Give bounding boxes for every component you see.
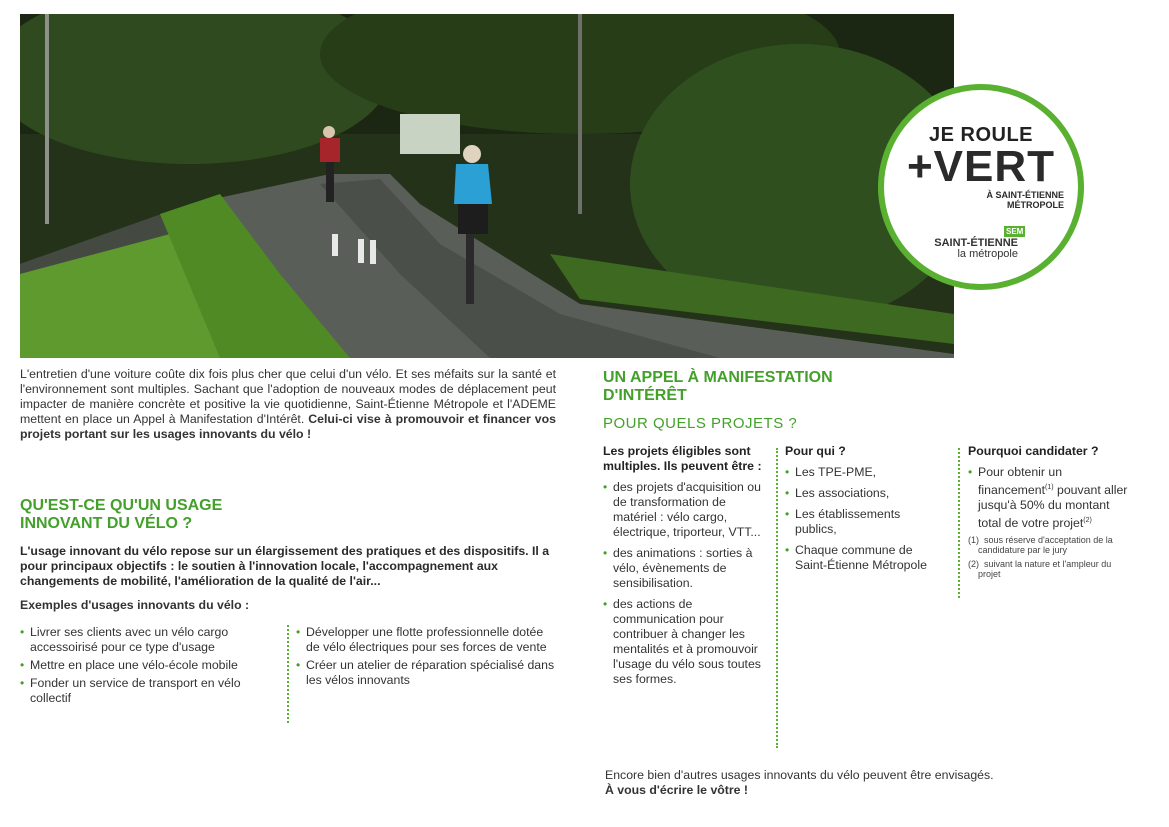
appel-subtitle: POUR QUELS PROJETS ? (603, 415, 798, 432)
footnote-ref-1: (1) (1045, 484, 1054, 491)
pour-qui-column (785, 444, 935, 576)
badge-line1: JE ROULE (928, 124, 1034, 146)
footnote-1-mark: (1) (968, 535, 979, 546)
intro-text: L'entretien d'une voiture coûte dix fois plus cher que celui d'un vélo. Et ses méfaits sur la santé et l'environnement sont multiples. Sachant que l'adoption de nouveaux modes de déplacement peut impacter de manière concrète et positive la vie quotidienne, Saint-Étienne Métropole et l'ADEME mettent en place un Appel à Manifestation d'Intérêt. (20, 367, 556, 426)
pourquoi-list (968, 465, 1133, 531)
appel-title-line1: UN APPEL À MANIFESTATION (603, 369, 833, 386)
examples-divider (287, 625, 289, 723)
examples-left-column (20, 625, 280, 709)
footnote-ref-2: (2) (1083, 517, 1092, 525)
list-item: • Mettre en place une vélo-école mobile (20, 658, 280, 673)
column-divider-2 (958, 448, 960, 598)
cyclists-photo (20, 14, 954, 358)
je-roule-plus-vert-badge (878, 84, 1084, 290)
usage-title-line1: QU'EST-CE QU'UN USAGE (20, 497, 223, 514)
closing-text: Encore bien d'autres usages innovants du vélo peuvent être envisagés. (605, 768, 994, 782)
list-item: • Les établissements publics, (785, 507, 935, 537)
intro-paragraph (20, 367, 556, 442)
list-item (968, 465, 1133, 531)
appel-title-line2: D'INTÉRÊT (603, 387, 687, 404)
pourquoi-item-rest: pouvant aller jusqu'à 50% du montant total de votre projet (978, 483, 1128, 531)
footnote-1-text: sous réserve d'acceptation de la candidature par le jury (978, 535, 1113, 556)
badge-org-line2: la métropole (957, 248, 1018, 260)
usage-description: L'usage innovant du vélo repose sur un élargissement des pratiques et des dispositifs. Il a pour principaux objectifs : le soutien à l'innovation locale, l'accompagnement aux changements de mobilité, l'amélioration de la qualité de l'air... (20, 544, 550, 588)
pourquoi-column (968, 444, 1133, 579)
examples-title: Exemples d'usages innovants du vélo : (20, 598, 250, 612)
list-item: • Chaque commune de Saint-Étienne Métropole (785, 543, 935, 573)
list-item: • Développer une flotte professionnelle dotée de vélo électriques pour ses forces de vente (296, 625, 558, 655)
examples-left-list (20, 625, 280, 706)
list-item: • Fonder un service de transport en vélo collectif (20, 676, 280, 706)
badge-org-line1: SAINT-ÉTIENNE (934, 237, 1018, 249)
pour-qui-title: Pour qui ? (785, 444, 846, 458)
closing-bold: À vous d'écrire le vôtre ! (605, 783, 749, 797)
examples-right-column (296, 625, 558, 691)
photo-illustration (20, 14, 954, 358)
column-divider-1 (776, 448, 778, 748)
footnote-2-mark: (2) (968, 559, 979, 570)
eligible-projects-list (603, 480, 769, 687)
list-item: • Créer un atelier de réparation spécialisé dans les vélos innovants (296, 658, 558, 688)
footnote-1 (968, 535, 1133, 555)
badge-line2: +VERT (906, 142, 1056, 191)
footnote-2 (968, 559, 1133, 579)
eligible-projects-column (603, 444, 769, 690)
footnote-2-text: suivant la nature et l'ampleur du projet (978, 559, 1112, 580)
usage-title-line2: INNOVANT DU VÉLO ? (20, 515, 193, 532)
list-item: • des animations : sorties à vélo, évènements de sensibilisation. (603, 546, 769, 591)
pour-qui-list (785, 465, 935, 573)
badge-line3: À SAINT-ÉTIENNE MÉTROPOLE (986, 190, 1064, 210)
pourquoi-item-text: Pour obtenir un financement (978, 465, 1063, 498)
pourquoi-title: Pourquoi candidater ? (968, 444, 1099, 458)
list-item: • Les TPE-PME, (785, 465, 935, 480)
list-item: • des projets d'acquisition ou de transformation de matériel : vélo cargo, électrique, triporteur, VTT... (603, 480, 769, 540)
list-item: • des actions de communication pour contribuer à changer les mentalités et à promouvoir l'usage du vélo sous toutes ses formes. (603, 597, 769, 687)
sem-label: SEM (1006, 227, 1024, 236)
eligible-projects-title: Les projets éligibles sont multiples. Ils peuvent être : (603, 444, 762, 473)
list-item: • Livrer ses clients avec un vélo cargo accessoirisé pour ce type d'usage (20, 625, 280, 655)
list-item: • Les associations, (785, 486, 935, 501)
badge-org (930, 238, 1018, 260)
usage-title (20, 497, 420, 533)
appel-title (603, 369, 943, 405)
intro-bold: Celui-ci vise à promouvoir et financer vos projets portant sur les usages innovants du vélo ! (20, 412, 556, 441)
examples-right-list (296, 625, 558, 688)
